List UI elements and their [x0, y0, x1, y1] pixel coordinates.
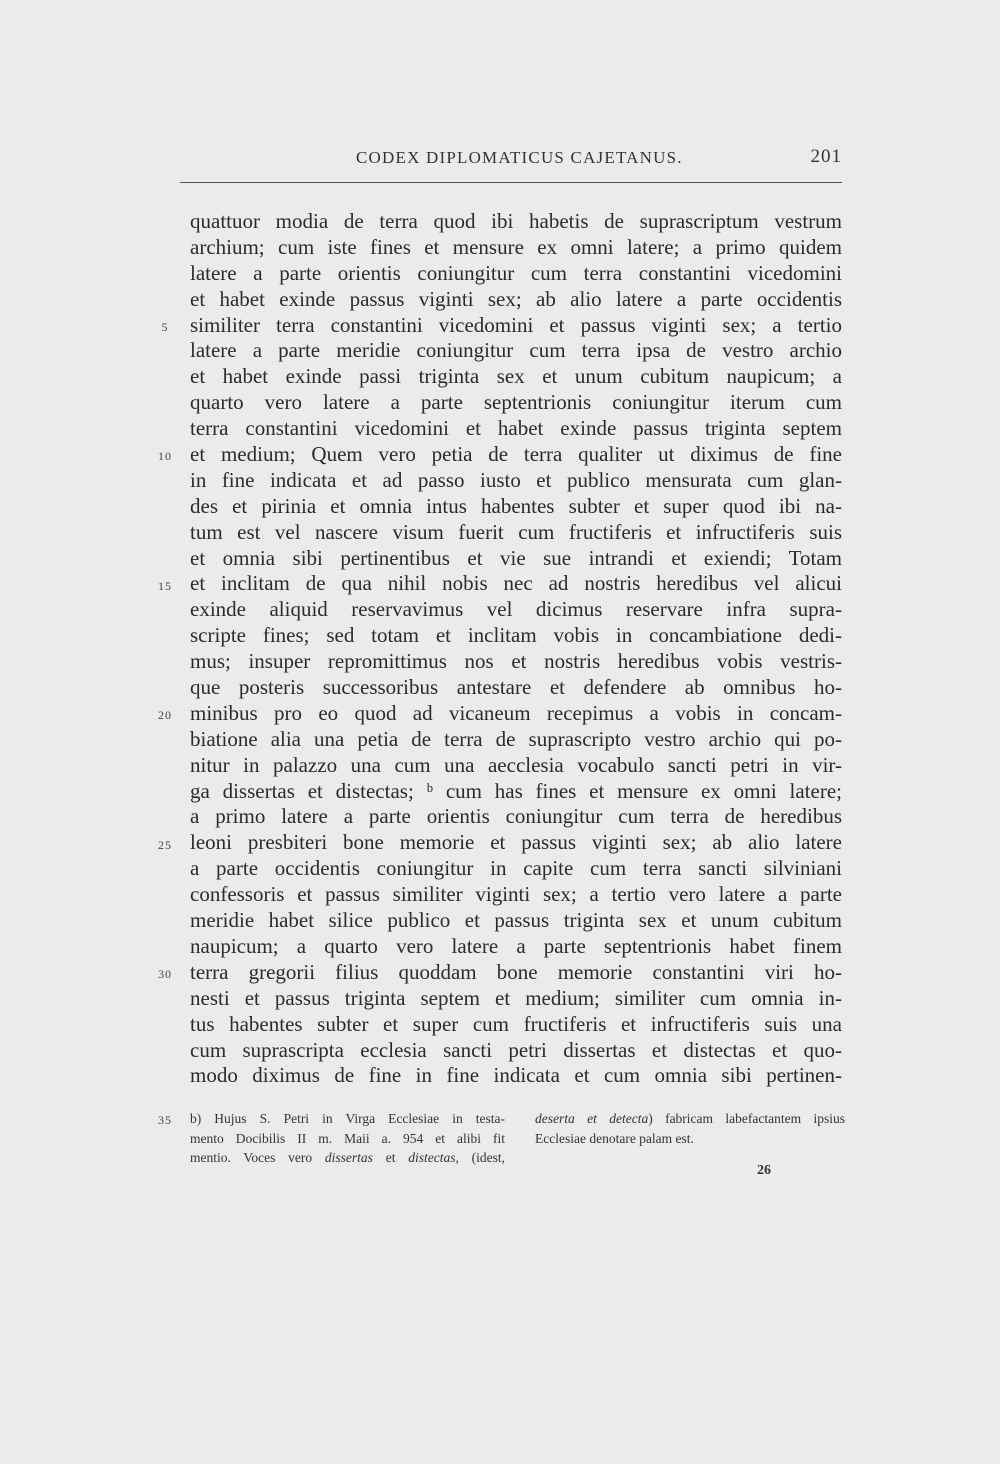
text-line: in fine indicata et ad passo iusto et publico mensurata cum glan-: [190, 467, 842, 492]
text-line: meridie habet silice publico et passus triginta sex et unum cubitum: [190, 908, 842, 933]
text-line: ga dissertas et distectas; ᵇ cum has fines et mensure ex omni latere;: [190, 778, 842, 803]
text-line: biatione alia una petia de terra de suprascripto vestro archio qui po-: [190, 726, 842, 751]
text-line: des et pirinia et omnia intus habentes subter et super quod ibi na-: [190, 493, 842, 518]
footnote-line: mento Docibilis II m. Maii a. 954 et alibi fit: [190, 1130, 505, 1146]
footnote-line: mentio. Voces vero dissertas et distectas, (idest,: [190, 1150, 505, 1165]
text-line: cum suprascripta ecclesia sancti petri dissertas et distectas et quo-: [190, 1037, 842, 1062]
text-line: et inclitam de qua nihil nobis nec ad nostris heredibus vel alicui: [190, 571, 842, 596]
footnote-column-right: [535, 1109, 845, 1148]
page-number: 201: [810, 146, 842, 167]
footnote-line: b) Hujus S. Petri in Virga Ecclesiae in testa-: [190, 1111, 505, 1126]
running-title: CODEX DIPLOMATICUS CAJETANUS.: [356, 148, 683, 167]
text-line: scripte fines; sed totam et inclitam vobis in concambiatione dedi-: [190, 623, 842, 648]
header-rule: [180, 182, 842, 183]
text-line: tus habentes subter et super cum fructiferis et infructiferis suis una: [190, 1011, 842, 1036]
text-line: nesti et passus triginta septem et medium; similiter cum omnia in-: [190, 985, 842, 1010]
footnote-column-left: [190, 1109, 505, 1168]
text-line: tum est vel nascere visum fuerit cum fructiferis et infructiferis suis: [190, 519, 842, 544]
text-line: archium; cum iste fines et mensure ex omni latere; a primo quidem: [190, 234, 842, 259]
text-line: minibus pro eo quod ad vicaneum recepimus a vobis in concam-: [190, 700, 842, 725]
margin-line-number: 25: [158, 837, 172, 852]
text-line: et habet exinde passus viginti sex; ab alio latere a parte occidentis: [190, 286, 842, 311]
text-line: quarto vero latere a parte septentrionis coniungitur iterum cum: [190, 390, 842, 415]
signature-mark: 26: [757, 1163, 771, 1178]
text-line: latere a parte meridie coniungitur cum terra ipsa de vestro archio: [190, 338, 842, 363]
text-line: mus; insuper repromittimus nos et nostris heredibus vobis vestris-: [190, 649, 842, 674]
margin-line-number: 20: [158, 708, 172, 723]
margin-line-number: 15: [158, 578, 172, 593]
text-line: terra constantini vicedomini et habet exinde passus triginta septem: [190, 416, 842, 441]
text-line: et habet exinde passi triginta sex et unum cubitum naupicum; a: [190, 364, 842, 389]
text-line: terra gregorii filius quoddam bone memorie constantini viri ho-: [190, 959, 842, 984]
text-line: latere a parte orientis coniungitur cum terra constantini vicedomini: [190, 260, 842, 285]
body-text: [190, 209, 842, 1089]
text-line: que posteris successoribus antestare et defendere ab omnibus ho-: [190, 675, 842, 700]
text-line: confessoris et passus similiter viginti sex; a tertio vero latere a parte: [190, 882, 842, 907]
text-line: similiter terra constantini vicedomini et passus viginti sex; a tertio: [190, 312, 842, 337]
text-line: naupicum; a quarto vero latere a parte septentrionis habet finem: [190, 933, 842, 958]
text-line: et omnia sibi pertinentibus et vie sue intrandi et exiendi; Totam: [190, 545, 842, 570]
text-line: exinde aliquid reservavimus vel dicimus reservare infra supra-: [190, 597, 842, 622]
text-line: modo diximus de fine in fine indicata et cum omnia sibi pertinen-: [190, 1063, 842, 1088]
text-line: quattuor modia de terra quod ibi habetis de suprascriptum vestrum: [190, 209, 842, 233]
text-line: a parte occidentis coniungitur in capite cum terra sancti silviniani: [190, 856, 842, 881]
footnote-line: deserta et detecta) fabricam labefactantem ipsius: [535, 1111, 845, 1126]
text-line: et medium; Quem vero petia de terra qualiter ut diximus de fine: [190, 442, 842, 467]
text-line: leoni presbiteri bone memorie et passus viginti sex; ab alio latere: [190, 830, 842, 855]
footnote-line: Ecclesiae denotare palam est.: [535, 1130, 694, 1146]
text-line: nitur in palazzo una cum una aecclesia vocabulo sancti petri in vir-: [190, 752, 842, 777]
margin-line-number: 30: [158, 967, 172, 982]
footnote-line-number: 35: [158, 1113, 172, 1127]
text-line: a primo latere a parte orientis coniungitur cum terra de heredibus: [190, 804, 842, 829]
margin-line-number: 5: [161, 319, 169, 334]
running-head: [180, 146, 842, 170]
margin-line-number: 10: [158, 449, 172, 464]
